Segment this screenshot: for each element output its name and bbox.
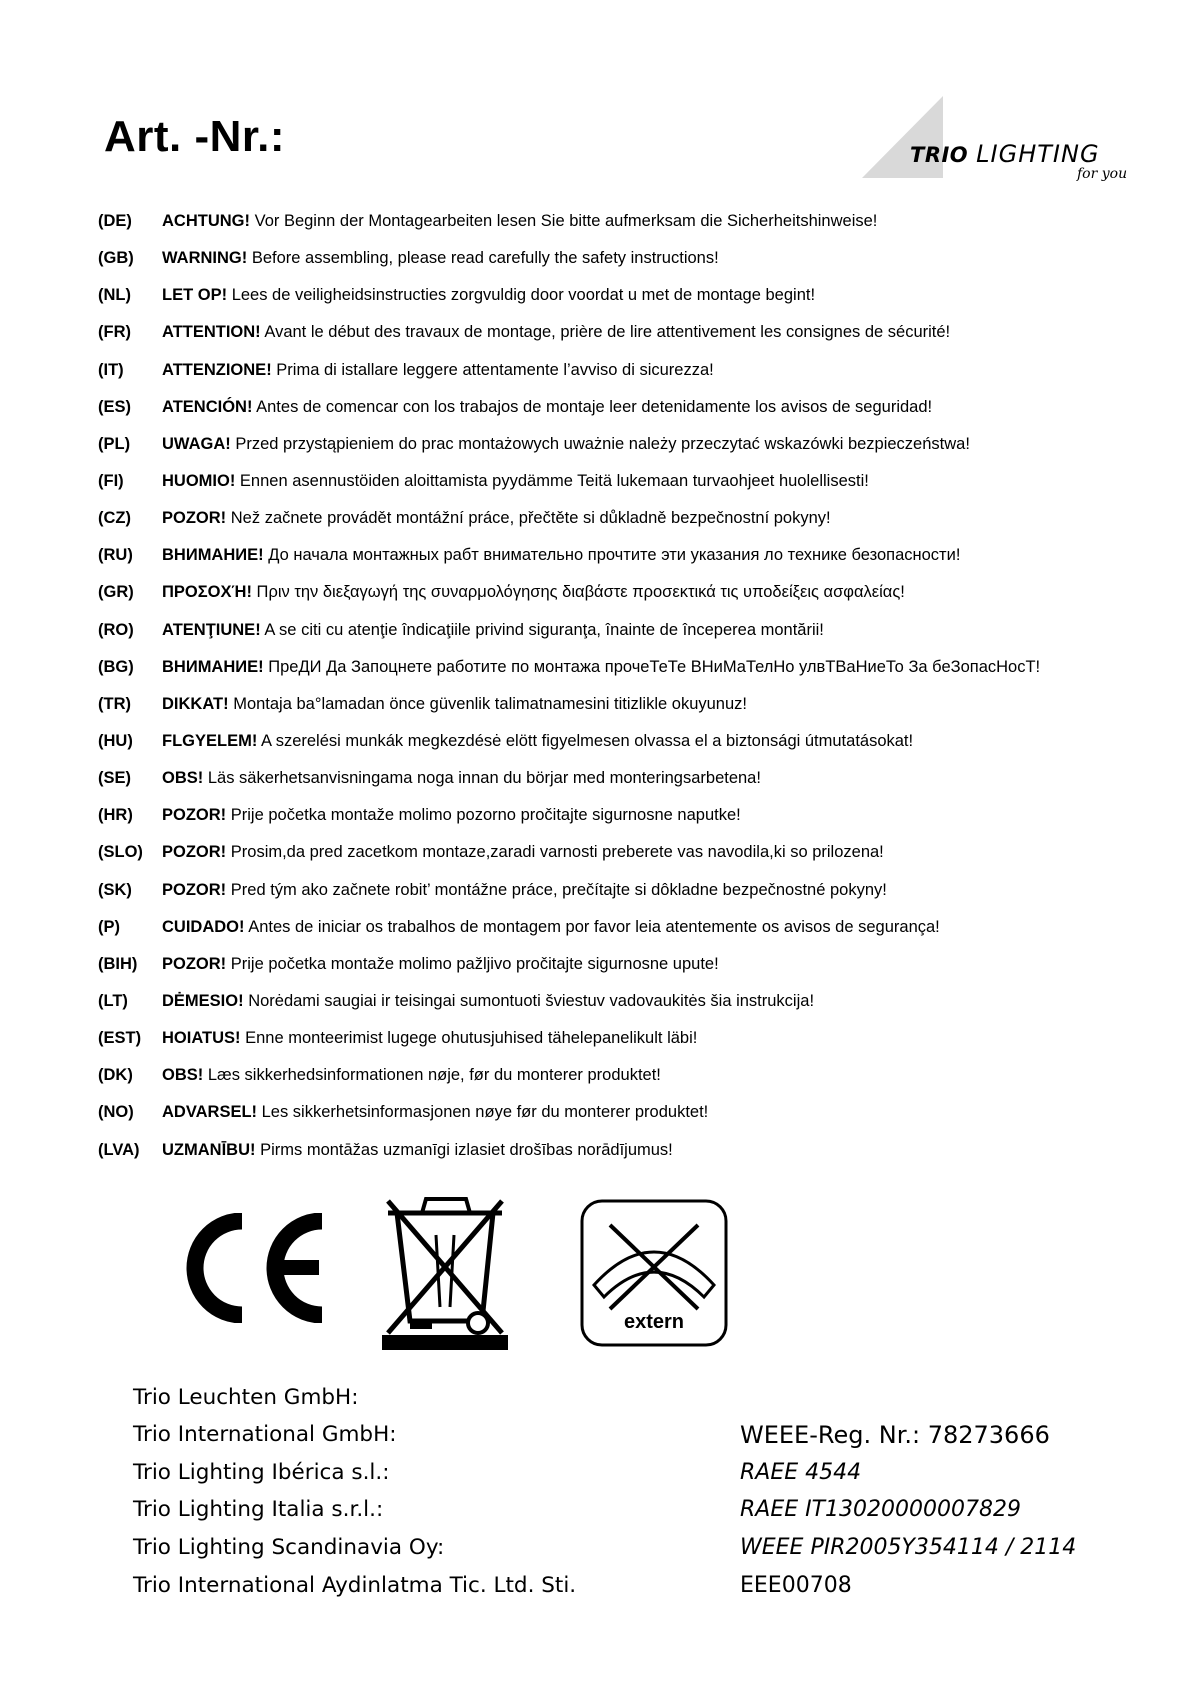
weee-registration: WEEE-Reg. Nr.: 78273666 — [740, 1421, 1050, 1449]
company-name: Trio Lighting Scandinavia Oy: — [133, 1535, 445, 1560]
warning-row-hu — [98, 731, 1158, 768]
extern-label: extern — [623, 1311, 685, 1333]
warning-word: ACHTUNG! — [162, 212, 250, 230]
warning-row-pl — [98, 434, 1158, 471]
warning-text: Norėdami saugiai ir teisingai sumontuoti šviestuv vadovaukitės šia instrukcija! — [248, 991, 815, 1010]
warning-row-ro — [98, 620, 1158, 657]
company-name: Trio Lighting Italia s.r.l.: — [133, 1497, 384, 1522]
language-code: (DK) — [98, 1066, 133, 1085]
warning-text: A se citi cu atenţie îndicaţiile privind siguranţa, înainte de începerea montării! — [264, 620, 824, 639]
warning-word: HOIATUS! — [162, 1029, 241, 1048]
language-code: (HU) — [98, 731, 133, 750]
language-code: (BG) — [98, 657, 134, 676]
warning-word: LET OP! — [162, 286, 228, 305]
warning-row-no — [98, 1102, 1158, 1139]
warning-text: ПреДИ Да Запоцнете работите по монтажа прочеТеТе ВНиМаТелНо улвТВаНиеТо За беЗопасНосТ! — [268, 657, 1041, 676]
warning-row-fr — [98, 322, 1158, 359]
warning-row-sk — [98, 880, 1158, 917]
warning-text: Enne monteerimist lugege ohutusjuhised tähelepanelikult läbi! — [245, 1029, 698, 1048]
logo-brand-trio: TRIO — [910, 143, 969, 167]
logo-brand — [910, 140, 1100, 168]
language-code: (SE) — [98, 769, 131, 788]
warning-word: ATTENZIONE! — [162, 360, 272, 379]
warning-word: HUOMIO! — [162, 471, 236, 490]
warning-text: Läs säkerhetsanvisningama noga innan du börjar med monteringsarbetena! — [207, 769, 761, 788]
warning-word: POZOR! — [162, 843, 227, 862]
warning-text: Než začnete provádět montážní práce, přečtěte si důkladně bezpečnostní pokyny! — [230, 509, 831, 528]
warning-row-tr — [98, 694, 1158, 731]
warning-word: DIKKAT! — [162, 694, 229, 713]
crossed-wheelie-bin-icon — [382, 1195, 508, 1350]
logo-brand-lighting: LIGHTING — [976, 140, 1100, 168]
warning-row-slo — [98, 842, 1158, 879]
raee-registration: RAEE 4544 — [740, 1460, 862, 1485]
warning-text: Antes de iniciar os trabalhos de montagem por favor leia atentemente os avisos de segurança! — [248, 917, 940, 936]
warning-text: Lees de veiligheidsinstructies zorgvuldig door voordat u met de montage begint! — [231, 286, 816, 305]
warning-text: Prije početka montaže molimo pozorno pročitajte sigurnosne naputke! — [230, 806, 741, 825]
warning-row-lva — [98, 1140, 1158, 1177]
warning-word: FLGYELEM! — [162, 731, 258, 750]
warning-row-nl — [98, 285, 1158, 322]
warning-word: POZOR! — [162, 806, 227, 825]
warning-word: ATENCIÓN! — [162, 397, 253, 416]
warning-text: Les sikkerhetsinformasjonen nøye før du monterer produktet! — [261, 1103, 709, 1122]
warning-row-p — [98, 917, 1158, 954]
warning-text: Prije početka montaže molimo pažljivo pročitajte sigurnosne upute! — [230, 954, 719, 973]
warning-row-cz — [98, 508, 1158, 545]
warning-word: DĖMESIO! — [162, 991, 244, 1010]
language-code: (GR) — [98, 583, 134, 602]
trio-lighting-logo — [862, 96, 1132, 192]
warning-word: ΠΡΟΣΟΧΉ! — [162, 583, 252, 602]
warning-row-de — [98, 211, 1158, 248]
language-code: (RU) — [98, 546, 133, 565]
warning-row-se — [98, 768, 1158, 805]
warning-word: UWAGA! — [162, 434, 231, 453]
safety-warning-list — [98, 211, 1158, 1177]
company-name: Trio Lighting Ibérica s.l.: — [133, 1460, 390, 1485]
warning-text: Vor Beginn der Montagearbeiten lesen Sie bitte aufmerksam die Sicherheitshinweise! — [254, 212, 878, 230]
language-code: (PL) — [98, 434, 131, 453]
warning-word: UZMANĪBU! — [162, 1140, 256, 1159]
warning-text: До начала монтажных рабт внимательно прочтите эти указания ло технике безопасности! — [268, 546, 961, 565]
company-name: Trio Leuchten GmbH: — [133, 1385, 359, 1410]
warning-text: Prosim,da pred zacetkom montaze,zaradi varnosti preberete vas navodila,ki so prilozena! — [230, 843, 884, 862]
logo-tagline: for you — [1077, 166, 1128, 182]
warning-text: Prima di istallare leggere attentamente l’avviso di sicurezza! — [276, 360, 714, 379]
warning-row-hr — [98, 805, 1158, 842]
warning-text: Pirms montāžas uzmanīgi izlasiet drošības norādījumus! — [260, 1140, 673, 1159]
language-code: (BIH) — [98, 954, 138, 973]
extern-use-symbol — [580, 1199, 728, 1347]
warning-word: POZOR! — [162, 954, 227, 973]
language-code: (HR) — [98, 806, 133, 825]
language-code: (NL) — [98, 286, 131, 305]
warning-row-it — [98, 360, 1158, 397]
warning-row-gb — [98, 248, 1158, 285]
warning-word: OBS! — [162, 769, 204, 788]
raee-it-registration: RAEE IT13020000007829 — [740, 1497, 1022, 1522]
article-number-label: Art. -Nr.: — [104, 112, 285, 161]
language-code: (ES) — [98, 397, 131, 416]
weee-pir-registration: WEEE PIR2005Y354114 / 2114 — [740, 1535, 1077, 1560]
language-code: (FI) — [98, 471, 124, 490]
warning-row-est — [98, 1028, 1158, 1065]
language-code: (NO) — [98, 1103, 134, 1122]
warning-row-es — [98, 397, 1158, 434]
warning-word: WARNING! — [162, 249, 248, 268]
warning-row-ru — [98, 545, 1158, 582]
language-code: (EST) — [98, 1029, 142, 1048]
warning-word: ATTENTION! — [162, 323, 261, 342]
eee-registration: EEE00708 — [740, 1573, 852, 1598]
warning-text: A szerelési munkák megkezdésė elött figyelmesen olvassa el a biztonsági útmutatásokat! — [261, 731, 914, 750]
warning-row-bg — [98, 657, 1158, 694]
warning-text: Πριν την διεξαγωγή της συναρμολόγησης διαβάστε προσεκτικά τις υποδείξεις ασφαλείας! — [256, 583, 905, 602]
language-code: (GB) — [98, 249, 134, 268]
warning-text: Before assembling, please read carefully the safety instructions! — [251, 249, 719, 268]
ce-mark-icon — [172, 1213, 330, 1323]
warning-text: Læs sikkerhedsinformationen nøje, før du monterer produktet! — [207, 1066, 661, 1085]
warning-row-bih — [98, 954, 1158, 991]
language-code: (DE) — [98, 212, 132, 230]
warning-word: ADVARSEL! — [162, 1103, 258, 1122]
warning-word: CUIDADO! — [162, 917, 245, 936]
warning-word: ATENŢIUNE! — [162, 620, 261, 639]
language-code: (SLO) — [98, 843, 143, 862]
warning-word: OBS! — [162, 1066, 204, 1085]
company-name: Trio International GmbH: — [133, 1422, 397, 1447]
language-code: (CZ) — [98, 509, 131, 528]
warning-text: Przed przystąpieniem do prac montażowych uważnie należy przeczytać wskazówki bezpieczeństwa! — [235, 434, 970, 453]
warning-word: ВНИМАНИЕ! — [162, 657, 264, 676]
warning-row-fi — [98, 471, 1158, 508]
language-code: (FR) — [98, 323, 131, 342]
language-code: (RO) — [98, 620, 134, 639]
language-code: (LVA) — [98, 1140, 140, 1159]
warning-text: Ennen asennustöiden aloittamista pyydämme Teitä lukemaan turvaohjeet huolellisesti! — [239, 471, 869, 490]
warning-word: POZOR! — [162, 509, 227, 528]
warning-text: Avant le début des travaux de montage, prière de lire attentivement les consignes de sécurité! — [264, 323, 951, 342]
language-code: (IT) — [98, 360, 124, 379]
language-code: (SK) — [98, 880, 132, 899]
warning-row-dk — [98, 1065, 1158, 1102]
warning-word: ВНИМАНИЕ! — [162, 546, 264, 565]
language-code: (P) — [98, 917, 120, 936]
company-name: Trio International Aydinlatma Tic. Ltd. Sti. — [133, 1573, 577, 1598]
language-code: (TR) — [98, 694, 131, 713]
warning-word: POZOR! — [162, 880, 227, 899]
warning-text: Montaja ba°lamadan önce güvenlik talimatnamesini titizlikle okuyunuz! — [233, 694, 747, 713]
language-code: (LT) — [98, 991, 128, 1010]
warning-row-lt — [98, 991, 1158, 1028]
warning-text: Antes de comencar con los trabajos de montaje leer detenidamente los avisos de seguridad! — [256, 397, 933, 416]
warning-text: Pred tým ako začnete robit’ montážne práce, prečítajte si dôkladne bezpečnostné pokyny! — [230, 880, 887, 899]
warning-row-gr — [98, 582, 1158, 619]
